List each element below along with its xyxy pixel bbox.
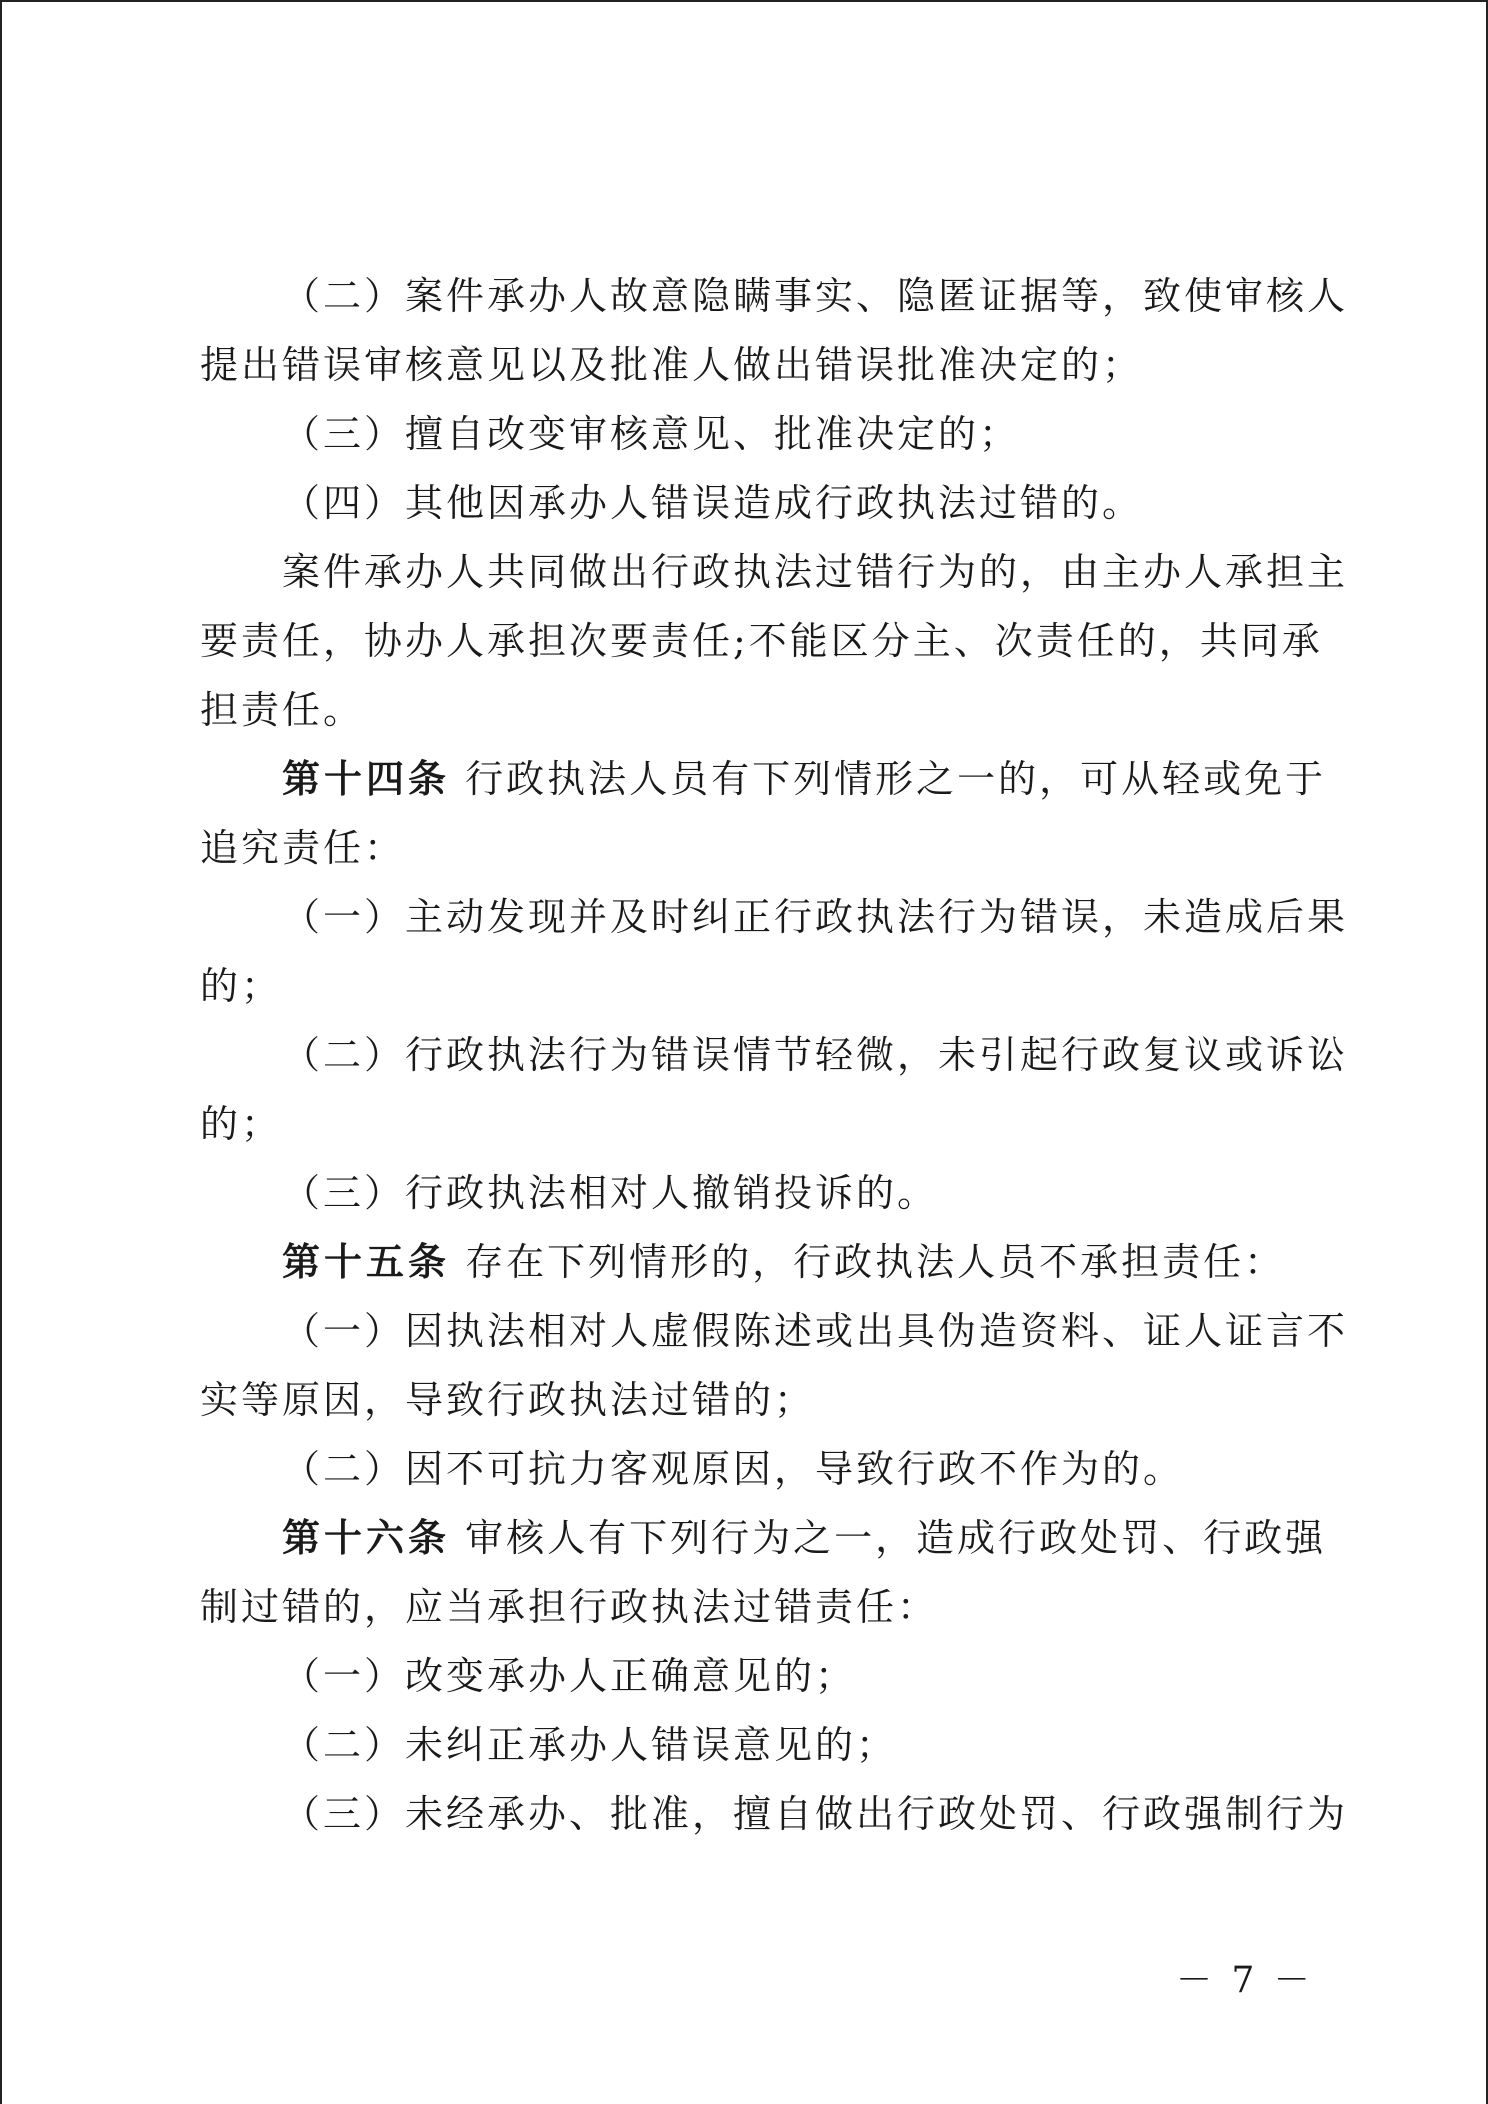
article-heading: 第十五条: [282, 1240, 451, 1284]
paragraph-line: 实等原因，导致行政执法过错的；: [200, 1378, 816, 1422]
article-text: 存在下列情形的，行政执法人员不承担责任：: [465, 1240, 1286, 1284]
paragraph-line: 的；: [200, 964, 283, 1008]
paragraph-line: 制过错的，应当承担行政执法过错责任：: [200, 1585, 939, 1629]
paragraph-line: （二）行政执法行为错误情节轻微，未引起行政复议或诉讼: [282, 1033, 1349, 1077]
paragraph-line: （三）未经承办、批准，擅自做出行政处罚、行政强制行为: [282, 1792, 1349, 1836]
paragraph-line: （一）因执法相对人虚假陈述或出具伪造资料、证人证言不: [282, 1309, 1349, 1353]
paragraph-line: 的；: [200, 1102, 283, 1146]
paragraph-line: 案件承办人共同做出行政执法过错行为的，由主办人承担主: [282, 550, 1349, 594]
paragraph-line: （二）因不可抗力客观原因，导致行政不作为的。: [282, 1447, 1185, 1491]
paragraph-line: （一）改变承办人正确意见的；: [282, 1654, 857, 1698]
article-16-line: [282, 1510, 1326, 1566]
paragraph-line: （三）擅自改变审核意见、批准决定的；: [282, 412, 1021, 456]
paragraph-line: 要责任，协办人承担次要责任;不能区分主、次责任的，共同承: [200, 619, 1323, 663]
article-heading: 第十六条: [282, 1516, 451, 1560]
article-text: 审核人有下列行为之一，造成行政处罚、行政强: [465, 1516, 1327, 1560]
paragraph-line: （四）其他因承办人错误造成行政执法过错的。: [282, 481, 1144, 525]
paragraph-line: （二）未纠正承办人错误意见的；: [282, 1723, 898, 1767]
article-text: 行政执法人员有下列情形之一的，可从轻或免于: [465, 757, 1327, 801]
paragraph-line: （三）行政执法相对人撤销投诉的。: [282, 1171, 939, 1215]
page-number: － 7 －: [1176, 1960, 1314, 2001]
paragraph-line: 追究责任：: [200, 826, 406, 870]
paragraph-line: 提出错误审核意见以及批准人做出错误批准决定的；: [200, 343, 1144, 387]
paragraph-line: （二）案件承办人故意隐瞒事实、隐匿证据等，致使审核人: [282, 274, 1349, 318]
paragraph-line: 担责任。: [200, 688, 365, 732]
article-15-line: [282, 1234, 1285, 1290]
article-heading: 第十四条: [282, 757, 451, 801]
paragraph-line: （一）主动发现并及时纠正行政执法行为错误，未造成后果: [282, 895, 1349, 939]
article-14-line: [282, 751, 1326, 807]
